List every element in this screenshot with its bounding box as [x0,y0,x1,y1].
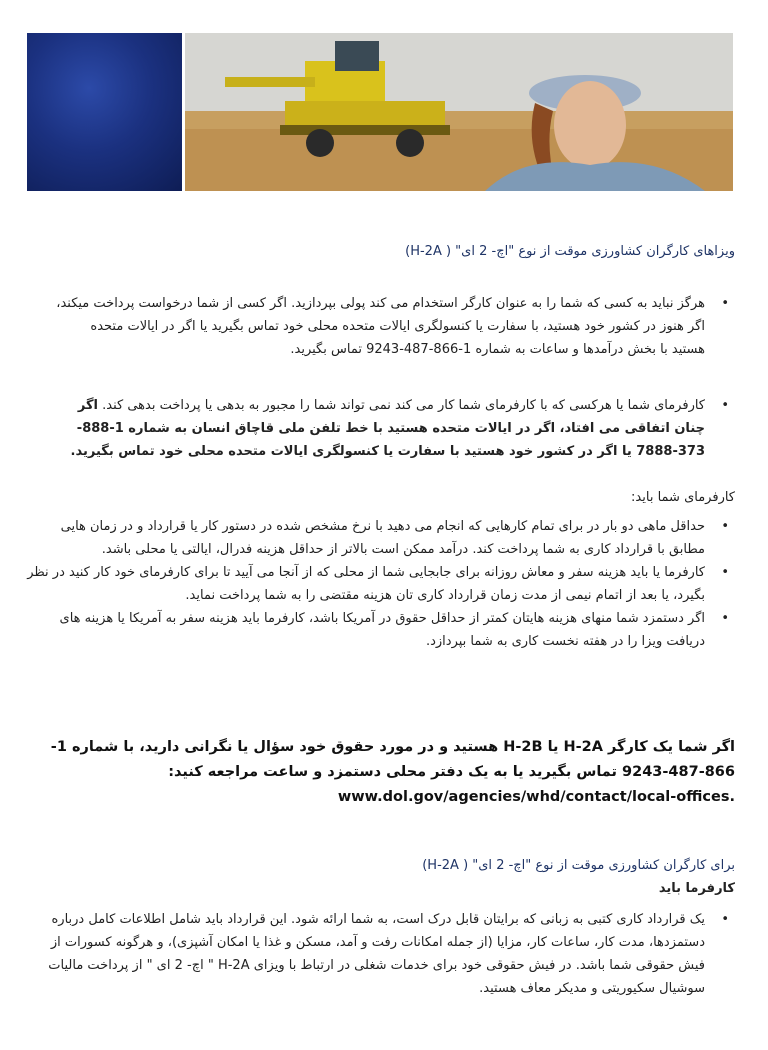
section1-list-2 [55,394,735,463]
section1-list [55,292,735,361]
list-item: • یک قرارداد کاری کتبی به زبانی که برایتان قابل درک است، به شما ارائه شود. این قرارداد باید شامل اطلاعات کامل درباره دستمزدها، مدت کار، ساعات کار، مزایا (از جمله امکانات رفت و آمد، مسکن و غذا یا امکان آشپزی)، و هرگونه کسورات از فیش حقوقی شما باشد. در فیش حقوقی خود برای خدمات شغلی در ارتباط با ویزای H-2A " اچ- 2 ای " از پرداخت مالیات سوشیال سکیوریتی و مدیکر معاف هستید. [25,908,705,1000]
section1-heading: ویزاهای کارگران کشاورزی موقت از نوع "اچ- 2 ای" ( H-2A) [405,244,735,259]
list-item: • کارفرما یا باید هزینه سفر و معاش روزانه برای جابجایی شما از محلی که از آنجا می آیید تا برای کارفرمای خود کار کنید در نظر بگیرد، یا بعد از اتمام نیمی از مدت زمان قرارداد کاری تان هزینه مقتضی را به شما پرداخت نماید. [25,561,705,607]
local-offices-link[interactable]: www.dol.gov/agencies/whd/contact/local-offices. [337,789,735,805]
contact-paragraph [35,735,735,810]
list-item: • هرگز نباید به کسی که شما را به عنوان کارگر استخدام می کند پولی بپردازید. اگر کسی از شما درخواست پرداخت میکند، اگر هنوز در کشور خود هستید، با سفارت یا کنسولگری ایالات متحده محلی خود تماس بگیرید یا اگر در ایالات متحده هستید با بخش درآمدها و ساعات به شماره 1-866-487-9243 تماس بگیرید. [55,292,705,361]
header-banner [27,33,733,191]
employer-must-intro: کارفرمای شما باید: [631,490,735,505]
bullet-text: کارفرمای شما یا هرکسی که با کارفرمای شما کار می کند نمی تواند شما را مجبور به بدهی یا پرداخت بدهی کند. [102,398,705,413]
contact-text: اگر شما یک کارگر H-2A یا H-2B هستید و در مورد حقوق خود سؤال یا نگرانی دارید، با شماره 1-866-487-9243 تماس بگیرید یا به یک دفتر محلی دستمزد و ساعت مراجعه کنید: [50,739,735,780]
section3-subheading: کارفرما باید [658,881,735,896]
bullet-bold-text: اگر چنان اتفاقی می افتاد، اگر در ایالات متحده هستید با خط تلفن ملی قاچاق انسان به شماره 1-888-373-7888 یا اگر در کشور خود هستید با سفارت یا کنسولگری ایالات متحده محلی خود تماس بگیرید. [70,398,705,459]
section3-list [25,908,735,1000]
farmer-photo [185,33,733,191]
list-item: • حداقل ماهی دو بار در برای تمام کارهایی که انجام می دهید با نرخ مشخص شده در دستور کار یا قرارداد و در زمان هایی مطابق با قرارداد کاری به شما پرداخت کند. درآمد ممکن است بالاتر از حداقل هزینه فدرال، ایالتی یا محلی باشد. [25,515,705,561]
farmer-illustration [185,33,733,191]
section3-heading: برای کارگران کشاورزی موقت از نوع "اچ- 2 ای" ( H-2A) [422,858,735,873]
list-item: • اگر دستمزد شما منهای هزینه هایتان کمتر از حداقل حقوق در آمریکا باشد، کارفرما باید هزینه سفر به آمریکا یا هزینه های دریافت ویزا را در هفته نخست کاری به شما بپردازد. [25,607,705,653]
list-item [55,394,705,463]
blue-brand-block [27,33,182,191]
employer-duties-list [25,515,735,653]
